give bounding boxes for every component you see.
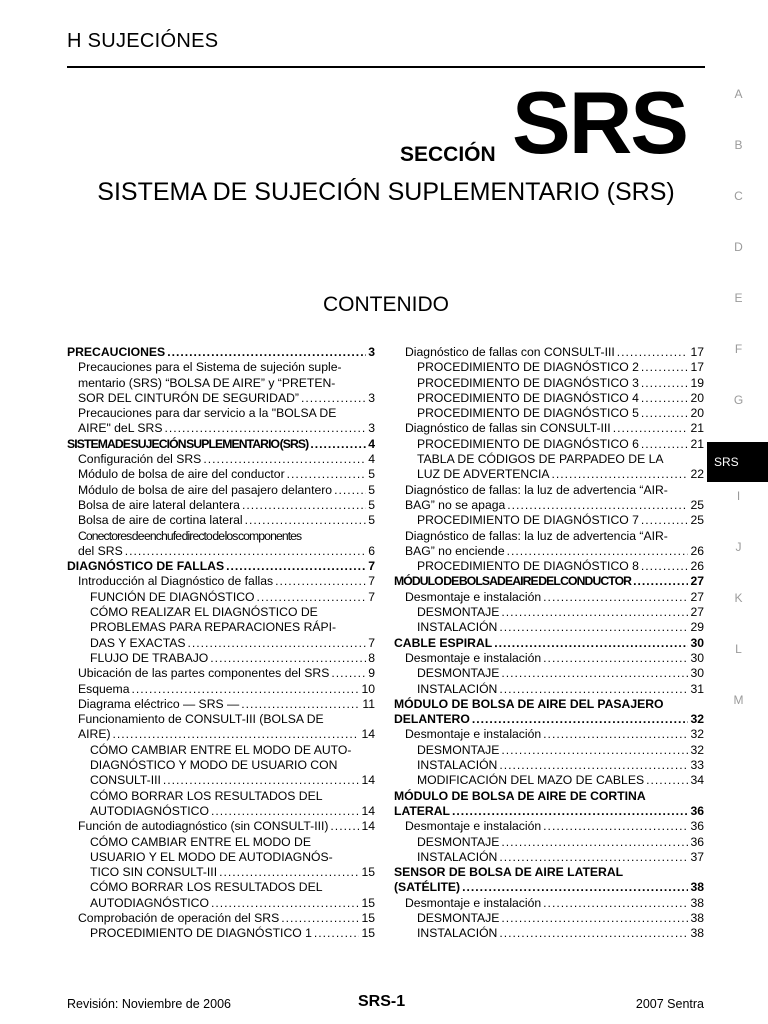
toc-leader-dots [499, 926, 688, 941]
section-tab-j[interactable]: J [735, 540, 742, 554]
toc-entry[interactable] [67, 804, 375, 819]
toc-leader-dots [646, 773, 688, 788]
toc-entry-text: Diagnóstico de fallas: la luz de advertencia “AIR- [405, 482, 668, 497]
toc-left-column [67, 345, 375, 942]
toc-leader-dots [275, 574, 366, 589]
toc-entry-title: (SATÉLITE) [394, 880, 461, 895]
toc-entry[interactable] [67, 697, 375, 712]
toc-page-number: 37 [690, 849, 704, 864]
toc-entry-title: DAS Y EXACTAS [90, 635, 186, 650]
toc-entry[interactable] [394, 896, 704, 911]
toc-entry-title: SOR DEL CINTURÓN DE SEGURIDAD” [78, 390, 299, 405]
toc-leader-dots [245, 513, 367, 528]
toc-page-number: 15 [361, 895, 375, 910]
toc-page-number: 14 [361, 803, 375, 818]
toc-page-number: 14 [361, 727, 375, 742]
toc-page-number: 17 [690, 360, 704, 375]
toc-page-number: 7 [368, 589, 375, 604]
toc-entry-title: del SRS [78, 543, 123, 558]
toc-leader-dots [633, 574, 688, 589]
toc-entry[interactable] [394, 911, 704, 926]
toc-entry-title: Módulo de bolsa de aire del pasajero delantero [78, 482, 333, 497]
toc-leader-dots [125, 544, 367, 559]
toc-leader-dots [543, 590, 688, 605]
document-title: SISTEMA DE SUJECIÓN SUPLEMENTARIO (SRS) [97, 178, 675, 206]
toc-page-number: 34 [690, 773, 704, 788]
section-tab-m[interactable]: M [733, 693, 744, 707]
contents-heading: CONTENIDO [323, 293, 449, 316]
toc-leader-dots [219, 865, 359, 880]
toc-page-number: 10 [361, 681, 375, 696]
toc-entry-title: BAG” no se apaga [405, 497, 506, 512]
toc-page-number: 4 [368, 452, 375, 467]
toc-leader-dots [331, 666, 366, 681]
toc-entry-title: Módulo de bolsa de aire del conductor [78, 467, 285, 482]
toc-entry[interactable] [67, 391, 375, 406]
toc-leader-dots [641, 376, 689, 391]
toc-page-number: 25 [690, 497, 704, 512]
toc-entry-title: CABLE ESPIRAL [394, 635, 493, 650]
toc-entry-title: SISTEMA DE SUJECIÓN SUPLEMENTARIO (SRS) [67, 436, 309, 451]
toc-entry-title: AIRE" deL SRS [78, 421, 163, 436]
toc-entry-title: Diagrama eléctrico — SRS — [78, 696, 240, 711]
toc-entry[interactable] [394, 391, 704, 406]
section-tab-g[interactable]: G [733, 393, 744, 407]
toc-leader-dots [543, 651, 688, 666]
toc-entry[interactable] [67, 498, 375, 513]
toc-entry-title: PRECAUCIONES [67, 345, 166, 359]
toc-leader-dots [641, 437, 689, 452]
toc-entry-title: Bolsa de aire lateral delantera [78, 497, 240, 512]
section-tab-f[interactable]: F [734, 342, 743, 356]
toc-entry[interactable] [394, 590, 704, 605]
toc-leader-dots [501, 743, 688, 758]
toc-page-number: 5 [368, 467, 375, 482]
toc-leader-dots [507, 544, 689, 559]
toc-page-number: 20 [690, 406, 704, 421]
toc-entry-title: PROCEDIMIENTO DE DIAGNÓSTICO 4 [417, 390, 639, 405]
toc-entry-title: Diagnóstico de fallas con CONSULT-III [405, 345, 615, 359]
toc-entry-title: INSTALACIÓN [417, 849, 498, 864]
toc-leader-dots [241, 697, 360, 712]
toc-entry-title: PROCEDIMIENTO DE DIAGNÓSTICO 8 [417, 559, 639, 574]
toc-page-number: 3 [368, 421, 375, 436]
top-rule [67, 66, 705, 68]
section-tab-l[interactable]: L [735, 642, 742, 656]
toc-page-number: 7 [368, 635, 375, 650]
toc-leader-dots [210, 651, 366, 666]
toc-entry-title: LUZ DE ADVERTENCIA [417, 467, 550, 482]
toc-entry-title: TICO SIN CONSULT-III [90, 865, 218, 880]
toc-entry[interactable] [394, 574, 704, 589]
toc-entry-text: DIAGNÓSTICO Y MODO DE USUARIO CON [90, 758, 338, 773]
toc-leader-dots [472, 712, 689, 727]
toc-page-number: 19 [690, 375, 704, 390]
toc-page-number: 7 [368, 559, 375, 574]
toc-page-number: 7 [368, 574, 375, 589]
toc-page-number: 32 [690, 712, 704, 727]
toc-entry[interactable] [394, 773, 704, 788]
toc-leader-dots [501, 666, 688, 681]
toc-entry-title: CONSULT-III [90, 773, 161, 788]
toc-leader-dots [452, 804, 688, 819]
toc-entry-text: Precauciones para dar servicio a la "BOLSA DE [78, 406, 337, 421]
section-tab-k[interactable]: K [734, 591, 743, 605]
toc-page-number: 36 [690, 834, 704, 849]
section-code: SRS [512, 73, 687, 172]
toc-page-number: 15 [361, 865, 375, 880]
toc-entry[interactable] [67, 467, 375, 482]
toc-entry-title: Desmontaje e instalación [405, 819, 542, 834]
section-tab-e[interactable]: E [734, 291, 743, 305]
toc-leader-dots [499, 850, 688, 865]
toc-page-number: 8 [368, 650, 375, 665]
toc-leader-dots [242, 498, 366, 513]
toc-entry[interactable] [394, 835, 704, 850]
toc-entry[interactable] [394, 620, 704, 635]
toc-leader-dots [310, 437, 366, 452]
toc-entry-text: MÓDULO DE BOLSA DE AIRE DEL PASAJERO [394, 696, 664, 711]
toc-entry[interactable] [394, 376, 704, 391]
toc-page-number: 30 [690, 650, 704, 665]
toc-entry[interactable] [67, 559, 375, 574]
toc-page-number: 27 [690, 589, 704, 604]
section-label: H SUJECIÓNES [67, 30, 219, 52]
toc-page-number: 38 [690, 895, 704, 910]
toc-entry[interactable] [394, 559, 704, 574]
toc-entry-title: PROCEDIMIENTO DE DIAGNÓSTICO 5 [417, 406, 639, 421]
toc-leader-dots [499, 620, 688, 635]
toc-entry[interactable] [67, 421, 375, 436]
toc-entry[interactable] [67, 483, 375, 498]
toc-entry[interactable] [67, 926, 375, 941]
toc-entry-text: TABLA DE CÓDIGOS DE PARPADEO DE LA [417, 452, 664, 467]
toc-entry-title: INSTALACIÓN [417, 681, 498, 696]
toc-entry-text: SENSOR DE BOLSA DE AIRE LATERAL [394, 865, 624, 880]
toc-entry[interactable] [67, 865, 375, 880]
toc-entry-title: Desmontaje e instalación [405, 727, 542, 742]
toc-leader-dots [113, 727, 360, 742]
toc-page-number: 27 [690, 605, 704, 620]
toc-page-number: 36 [690, 803, 704, 818]
toc-page-number: 38 [690, 910, 704, 925]
toc-leader-dots [507, 498, 688, 513]
toc-entry-title: INSTALACIÓN [417, 926, 498, 941]
toc-entry-title: Configuración del SRS [78, 452, 202, 467]
toc-leader-dots [641, 391, 689, 406]
toc-entry-title: LATERAL [394, 803, 450, 818]
toc-page-number: 14 [361, 819, 375, 834]
toc-leader-dots [613, 421, 689, 436]
toc-entry[interactable] [394, 421, 704, 436]
toc-entry-title: DELANTERO [394, 712, 470, 727]
toc-entry[interactable] [394, 804, 704, 819]
toc-leader-dots [330, 819, 359, 834]
toc-page-number: 38 [690, 880, 704, 895]
toc-leader-dots [211, 896, 359, 911]
toc-page-number: 17 [690, 345, 704, 359]
toc-leader-dots [257, 590, 367, 605]
toc-entry[interactable] [394, 758, 704, 773]
toc-leader-dots [281, 911, 359, 926]
toc-leader-dots [167, 345, 366, 360]
toc-entry[interactable] [67, 513, 375, 528]
toc-page-number: 14 [361, 773, 375, 788]
toc-page-number: 26 [690, 543, 704, 558]
toc-entry[interactable] [67, 452, 375, 467]
toc-leader-dots [641, 360, 689, 375]
toc-entry[interactable] [67, 636, 375, 651]
section-tab-a[interactable]: A [734, 87, 743, 101]
toc-page-number: 4 [368, 436, 375, 451]
footer-model: 2007 Sentra [635, 997, 704, 1011]
toc-entry[interactable] [67, 544, 375, 559]
toc-entry-text: PROBLEMAS PARA REPARACIONES RÁPI- [90, 620, 337, 635]
toc-page-number: 5 [368, 513, 375, 528]
toc-entry[interactable] [394, 926, 704, 941]
toc-entry-title: Función de autodiagnóstico (sin CONSULT-III) [78, 819, 329, 834]
toc-leader-dots [501, 835, 688, 850]
toc-entry-title: Desmontaje e instalación [405, 895, 542, 910]
seccion-word: SECCIÓN [400, 143, 496, 166]
toc-leader-dots [641, 513, 689, 528]
toc-entry-title: Comprobación de operación del SRS [78, 910, 280, 925]
section-index-tabs [707, 85, 768, 742]
toc-entry[interactable] [394, 360, 704, 375]
toc-entry-text: CÓMO BORRAR LOS RESULTADOS DEL [90, 880, 323, 895]
toc-entry[interactable] [67, 682, 375, 697]
toc-leader-dots [499, 758, 688, 773]
toc-entry-text: CÓMO REALIZAR EL DIAGNÓSTICO DE [90, 605, 318, 620]
toc-page-number: 15 [361, 926, 375, 941]
toc-entry-title: PROCEDIMIENTO DE DIAGNÓSTICO 7 [417, 513, 639, 528]
toc-page-number: 36 [690, 819, 704, 834]
toc-leader-dots [132, 682, 360, 697]
toc-entry[interactable] [67, 651, 375, 666]
toc-entry[interactable] [67, 911, 375, 926]
toc-leader-dots [499, 682, 688, 697]
toc-leader-dots [462, 880, 688, 895]
toc-leader-dots [163, 773, 360, 788]
toc-page-number: 29 [690, 620, 704, 635]
toc-page-number: 15 [361, 910, 375, 925]
toc-leader-dots [641, 559, 689, 574]
toc-page-number: 5 [368, 482, 375, 497]
toc-entry-title: DESMONTAJE [417, 742, 500, 757]
toc-leader-dots [543, 819, 688, 834]
toc-right-column [394, 345, 704, 942]
toc-entry[interactable] [67, 345, 375, 360]
toc-entry-text: Precauciones para el Sistema de sujeción suple- [78, 360, 342, 375]
toc-entry-text: CÓMO CAMBIAR ENTRE EL MODO DE AUTO- [90, 742, 352, 757]
toc-entry[interactable] [394, 727, 704, 742]
toc-entry-title: AIRE) [78, 727, 111, 742]
toc-leader-dots [287, 467, 367, 482]
toc-entry[interactable] [394, 819, 704, 834]
toc-entry-text: CÓMO CAMBIAR ENTRE EL MODO DE [90, 834, 311, 849]
toc-leader-dots [501, 605, 688, 620]
toc-page-number: 3 [368, 390, 375, 405]
footer-revision: Revisión: Noviembre de 2006 [67, 997, 231, 1011]
toc-entry-title: INSTALACIÓN [417, 620, 498, 635]
toc-entry[interactable] [394, 636, 704, 651]
toc-leader-dots [552, 467, 689, 482]
section-tab-b[interactable]: B [734, 138, 743, 152]
toc-entry-title: Bolsa de aire de cortina lateral [78, 513, 243, 528]
toc-leader-dots [334, 483, 366, 498]
toc-page-number: 11 [362, 696, 375, 711]
toc-entry[interactable] [394, 651, 704, 666]
toc-entry-title: Ubicación de las partes componentes del SRS [78, 666, 330, 681]
toc-entry-title: FUNCIÓN DE DIAGNÓSTICO [90, 589, 255, 604]
toc-entry[interactable] [394, 850, 704, 865]
section-tab-d[interactable]: D [734, 240, 743, 254]
toc-entry-text: mentario (SRS) “BOLSA DE AIRE” y “PRETEN- [78, 375, 336, 390]
toc-entry[interactable] [67, 896, 375, 911]
toc-entry-title: DESMONTAJE [417, 910, 500, 925]
toc-leader-dots [226, 559, 366, 574]
toc-page-number: 33 [690, 758, 704, 773]
toc-entry-title: DIAGNÓSTICO DE FALLAS [67, 559, 225, 574]
toc-leader-dots [188, 636, 367, 651]
toc-entry[interactable] [394, 544, 704, 559]
toc-page-number: 30 [690, 666, 704, 681]
toc-leader-dots [543, 896, 688, 911]
toc-entry[interactable] [394, 712, 704, 727]
toc-page-number: 27 [690, 574, 704, 589]
toc-entry[interactable] [394, 880, 704, 895]
toc-entry[interactable] [67, 773, 375, 788]
toc-entry[interactable] [67, 437, 375, 452]
toc-page-number: 22 [690, 467, 704, 482]
toc-entry-text: Conectores de enchufe directo de los componentes [78, 528, 302, 543]
toc-entry-title: AUTODIAGNÓSTICO [90, 895, 209, 910]
toc-entry-title: DESMONTAJE [417, 666, 500, 681]
toc-entry-title: Desmontaje e instalación [405, 589, 542, 604]
toc-page-number: 32 [690, 742, 704, 757]
toc-entry-title: INSTALACIÓN [417, 758, 498, 773]
toc-entry-title: AUTODIAGNÓSTICO [90, 803, 209, 818]
toc-entry-text: USUARIO Y EL MODO DE AUTODIAGNÓS- [90, 849, 333, 864]
toc-page-number: 21 [690, 421, 704, 436]
footer-page-number: SRS-1 [358, 993, 406, 1010]
toc-entry-title: PROCEDIMIENTO DE DIAGNÓSTICO 6 [417, 436, 639, 451]
toc-page-number: 9 [368, 666, 375, 681]
toc-entry-title: Desmontaje e instalación [405, 650, 542, 665]
section-tab-srs[interactable]: SRS [707, 442, 768, 482]
toc-page-number: 5 [368, 497, 375, 512]
toc-page-number: 30 [690, 635, 704, 650]
toc-entry-text: Diagnóstico de fallas: la luz de advertencia “AIR- [405, 528, 668, 543]
toc-entry-title: MODIFICACIÓN DEL MAZO DE CABLES [417, 773, 645, 788]
toc-leader-dots [617, 345, 689, 360]
toc-entry[interactable] [394, 605, 704, 620]
toc-entry[interactable] [67, 590, 375, 605]
toc-entry[interactable] [394, 437, 704, 452]
toc-leader-dots [543, 727, 688, 742]
toc-entry-text: Funcionamiento de CONSULT-III (BOLSA DE [78, 712, 324, 727]
toc-page-number: 6 [368, 543, 375, 558]
toc-leader-dots [641, 406, 689, 421]
toc-entry-title: DESMONTAJE [417, 834, 500, 849]
toc-entry-title: PROCEDIMIENTO DE DIAGNÓSTICO 3 [417, 375, 639, 390]
toc-entry-text: CÓMO BORRAR LOS RESULTADOS DEL [90, 788, 323, 803]
toc-entry-title: DESMONTAJE [417, 605, 500, 620]
toc-entry[interactable] [394, 743, 704, 758]
toc-entry-title: PROCEDIMIENTO DE DIAGNÓSTICO 1 [90, 926, 312, 941]
toc-entry-title: Diagnóstico de fallas sin CONSULT-III [405, 421, 611, 436]
toc-page-number: 26 [690, 559, 704, 574]
toc-entry-text: MÓDULO DE BOLSA DE AIRE DE CORTINA [394, 788, 646, 803]
toc-page-number: 32 [690, 727, 704, 742]
toc-page-number: 3 [368, 345, 375, 359]
toc-page-number: 25 [690, 513, 704, 528]
toc-entry-title: Esquema [78, 681, 130, 696]
toc-entry-title: BAG” no enciende [405, 543, 505, 558]
toc-entry[interactable] [394, 666, 704, 681]
toc-entry-title: FLUJO DE TRABAJO [90, 650, 209, 665]
toc-page-number: 38 [690, 926, 704, 941]
toc-entry[interactable] [67, 666, 375, 681]
section-tab-i[interactable]: I [736, 489, 741, 503]
toc-entry[interactable] [67, 574, 375, 589]
toc-entry-title: MÓDULO DE BOLSA DE AIRE DEL CONDUCTOR [394, 574, 632, 589]
toc-entry[interactable] [394, 406, 704, 421]
toc-entry[interactable] [394, 513, 704, 528]
toc-entry[interactable] [67, 727, 375, 742]
toc-leader-dots [501, 911, 688, 926]
section-tab-c[interactable]: C [734, 189, 743, 203]
toc-leader-dots [314, 926, 360, 941]
toc-entry-title: Introducción al Diagnóstico de fallas [78, 574, 274, 589]
toc-leader-dots [203, 452, 366, 467]
toc-leader-dots [494, 636, 688, 651]
toc-entry[interactable] [394, 467, 704, 482]
toc-entry[interactable] [394, 345, 704, 360]
toc-entry[interactable] [394, 498, 704, 513]
toc-leader-dots [165, 421, 367, 436]
toc-leader-dots [301, 391, 366, 406]
toc-page-number: 31 [690, 681, 704, 696]
toc-entry[interactable] [67, 819, 375, 834]
toc-entry-title: PROCEDIMIENTO DE DIAGNÓSTICO 2 [417, 360, 639, 375]
toc-leader-dots [211, 804, 359, 819]
toc-page-number: 21 [690, 436, 704, 451]
toc-page-number: 20 [690, 390, 704, 405]
toc-entry[interactable] [394, 682, 704, 697]
